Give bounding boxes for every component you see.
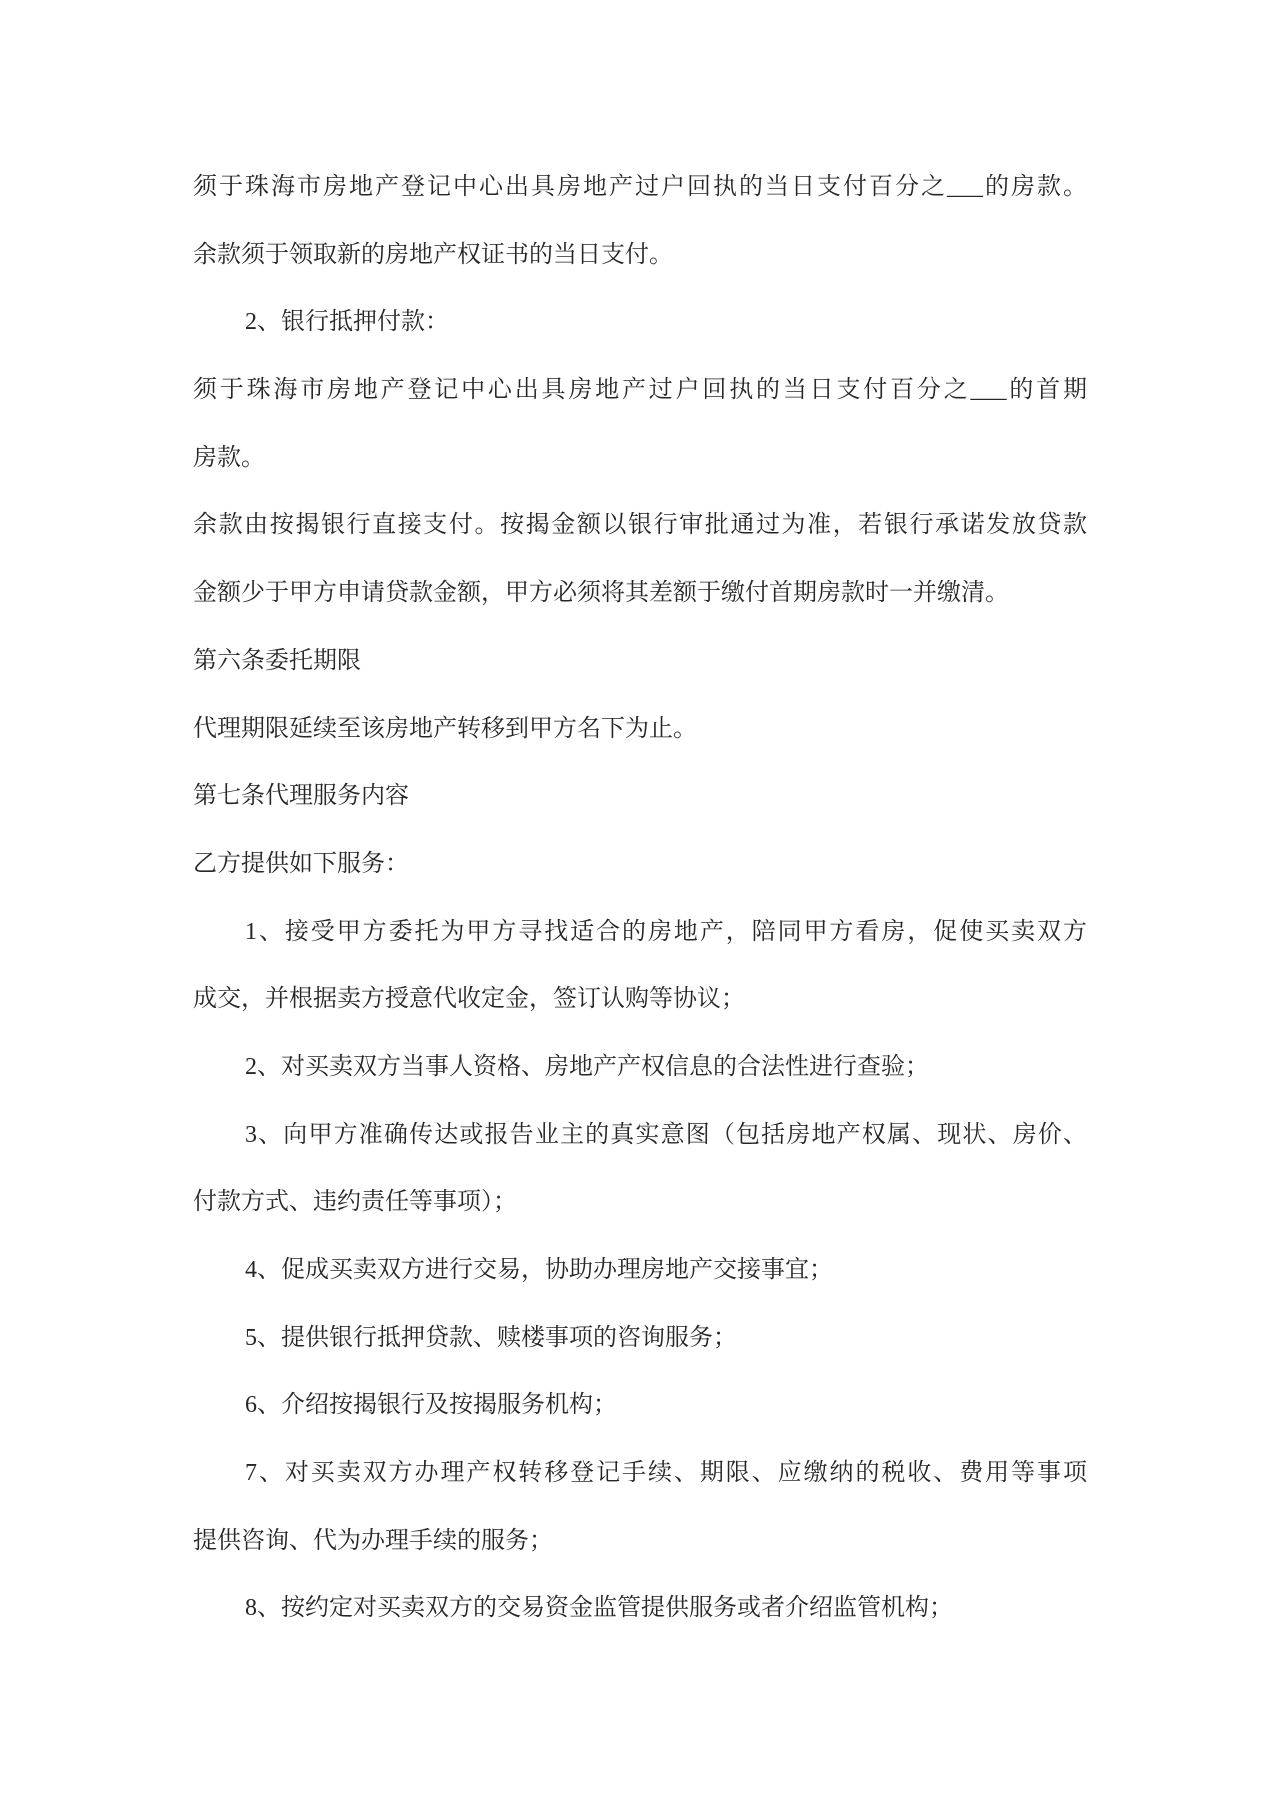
text-line: 2、对买卖双方当事人资格、房地产产权信息的合法性进行查验； — [245, 1053, 929, 1080]
text-line: 代理期限延续至该房地产转移到甲方名下为止。 — [193, 715, 697, 742]
text-line: 第七条代理服务内容 — [193, 783, 409, 810]
text-line: 7、对买卖双方办理产权转移登记手续、期限、应缴纳的税收、费用等事项 — [245, 1460, 1087, 1487]
text-line: 成交，并根据卖方授意代收定金，签订认购等协议； — [193, 986, 745, 1013]
text-line: 金额少于甲方申请贷款金额，甲方必须将其差额于缴付首期房款时一并缴清。 — [193, 580, 1009, 607]
text-line: 房款。 — [193, 444, 265, 471]
text-line: 须于珠海市房地产登记中心出具房地产过户回执的当日支付百分之___的首期 — [193, 377, 1087, 404]
text-line: 6、介绍按揭银行及按揭服务机构； — [245, 1392, 617, 1419]
text-line: 2、银行抵押付款： — [245, 309, 449, 336]
text-line: 8、按约定对买卖双方的交易资金监管提供服务或者介绍监管机构； — [245, 1595, 953, 1622]
document-body — [193, 154, 1087, 1643]
text-line: 付款方式、违约责任等事项）； — [193, 1189, 517, 1216]
text-line: 提供咨询、代为办理手续的服务； — [193, 1527, 553, 1554]
text-line: 乙方提供如下服务： — [193, 850, 409, 877]
text-line: 第六条委托期限 — [193, 647, 361, 674]
text-line: 1、接受甲方委托为甲方寻找适合的房地产，陪同甲方看房，促使买卖双方 — [245, 918, 1087, 945]
text-line: 余款须于领取新的房地产权证书的当日支付。 — [193, 241, 673, 268]
text-line: 须于珠海市房地产登记中心出具房地产过户回执的当日支付百分之___的房款。 — [193, 174, 1087, 200]
text-line: 3、向甲方准确传达或报告业主的真实意图（包括房地产权属、现状、房价、 — [245, 1121, 1087, 1148]
text-line: 4、促成买卖双方进行交易，协助办理房地产交接事宜； — [245, 1257, 833, 1283]
text-line: 5、提供银行抵押贷款、赎楼事项的咨询服务； — [245, 1324, 737, 1351]
text-line: 余款由按揭银行直接支付。按揭金额以银行审批通过为准，若银行承诺发放贷款 — [193, 512, 1087, 539]
